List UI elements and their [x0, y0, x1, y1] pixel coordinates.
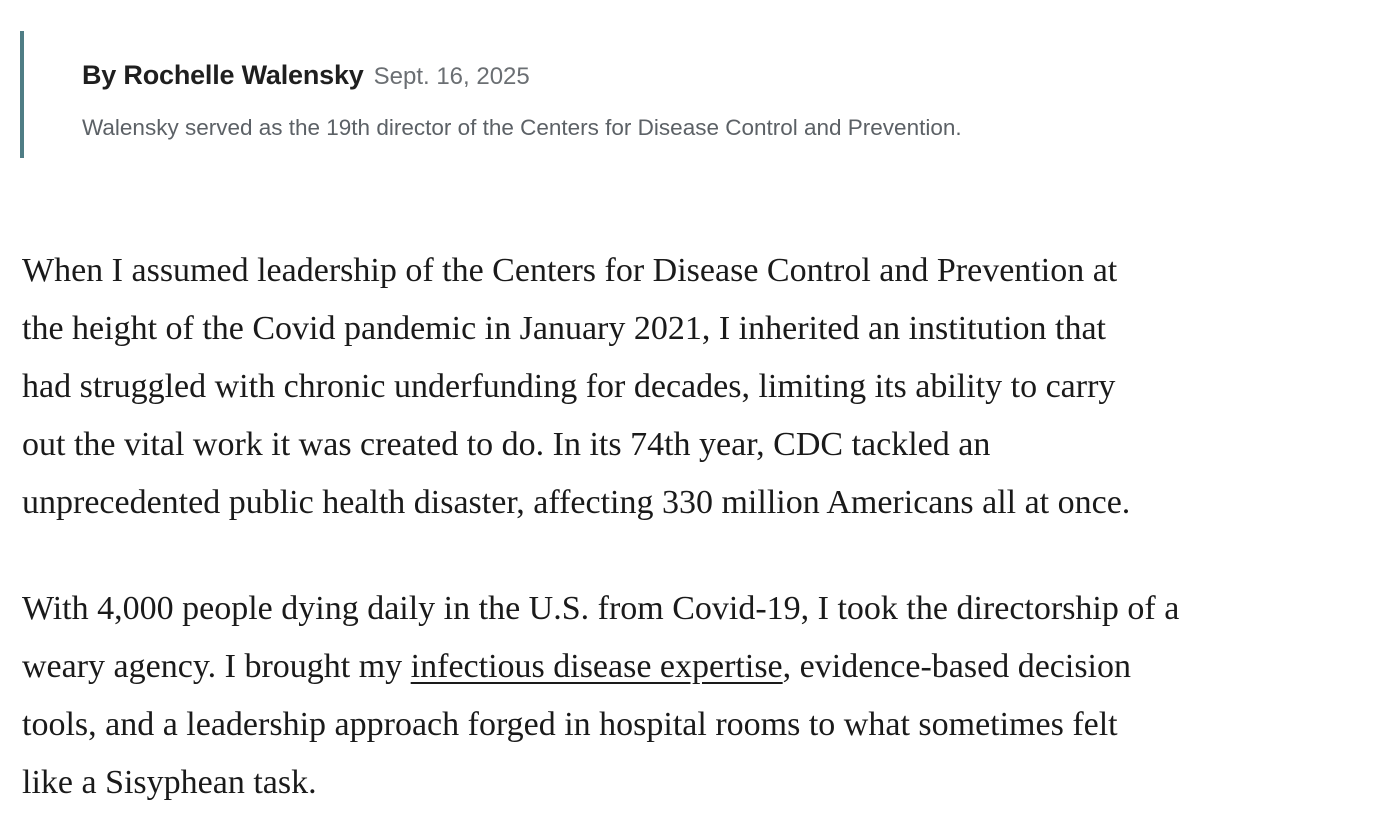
paragraph-line: had struggled with chronic underfunding for decades, limiting its ability to carry [22, 368, 1116, 405]
infectious-disease-expertise-link[interactable]: infectious disease expertise [410, 648, 783, 685]
article-body [22, 242, 1362, 812]
line-text-after-link: , evidence-based decision [782, 648, 1132, 685]
byline-block [20, 31, 1320, 158]
paragraph-line: like a Sisyphean task. [22, 764, 317, 801]
paragraph-line: With 4,000 people dying daily in the U.S. from Covid-19, I took the directorship of a [22, 590, 1180, 627]
author-name[interactable]: By Rochelle Walensky [82, 60, 364, 90]
publish-date: Sept. 16, 2025 [373, 63, 530, 90]
paragraph-line: the height of the Covid pandemic in January 2021, I inherited an institution that [22, 310, 1106, 347]
paragraph-line: unprecedented public health disaster, affecting 330 million Americans all at once. [22, 484, 1131, 521]
paragraph-2 [22, 580, 1362, 812]
paragraph-line: out the vital work it was created to do. In its 74th year, CDC tackled an [22, 426, 991, 463]
author-bio: Walensky served as the 19th director of the Centers for Disease Control and Prevention. [82, 115, 962, 140]
paragraph-line: When I assumed leadership of the Centers for Disease Control and Prevention at [22, 252, 1118, 289]
paragraph-line: tools, and a leadership approach forged in hospital rooms to what sometimes felt [22, 706, 1118, 743]
byline-row [82, 60, 530, 91]
paragraph-1 [22, 242, 1362, 532]
paragraph-line-with-link [22, 638, 1362, 696]
line-text-before-link: weary agency. I brought my [22, 648, 411, 685]
